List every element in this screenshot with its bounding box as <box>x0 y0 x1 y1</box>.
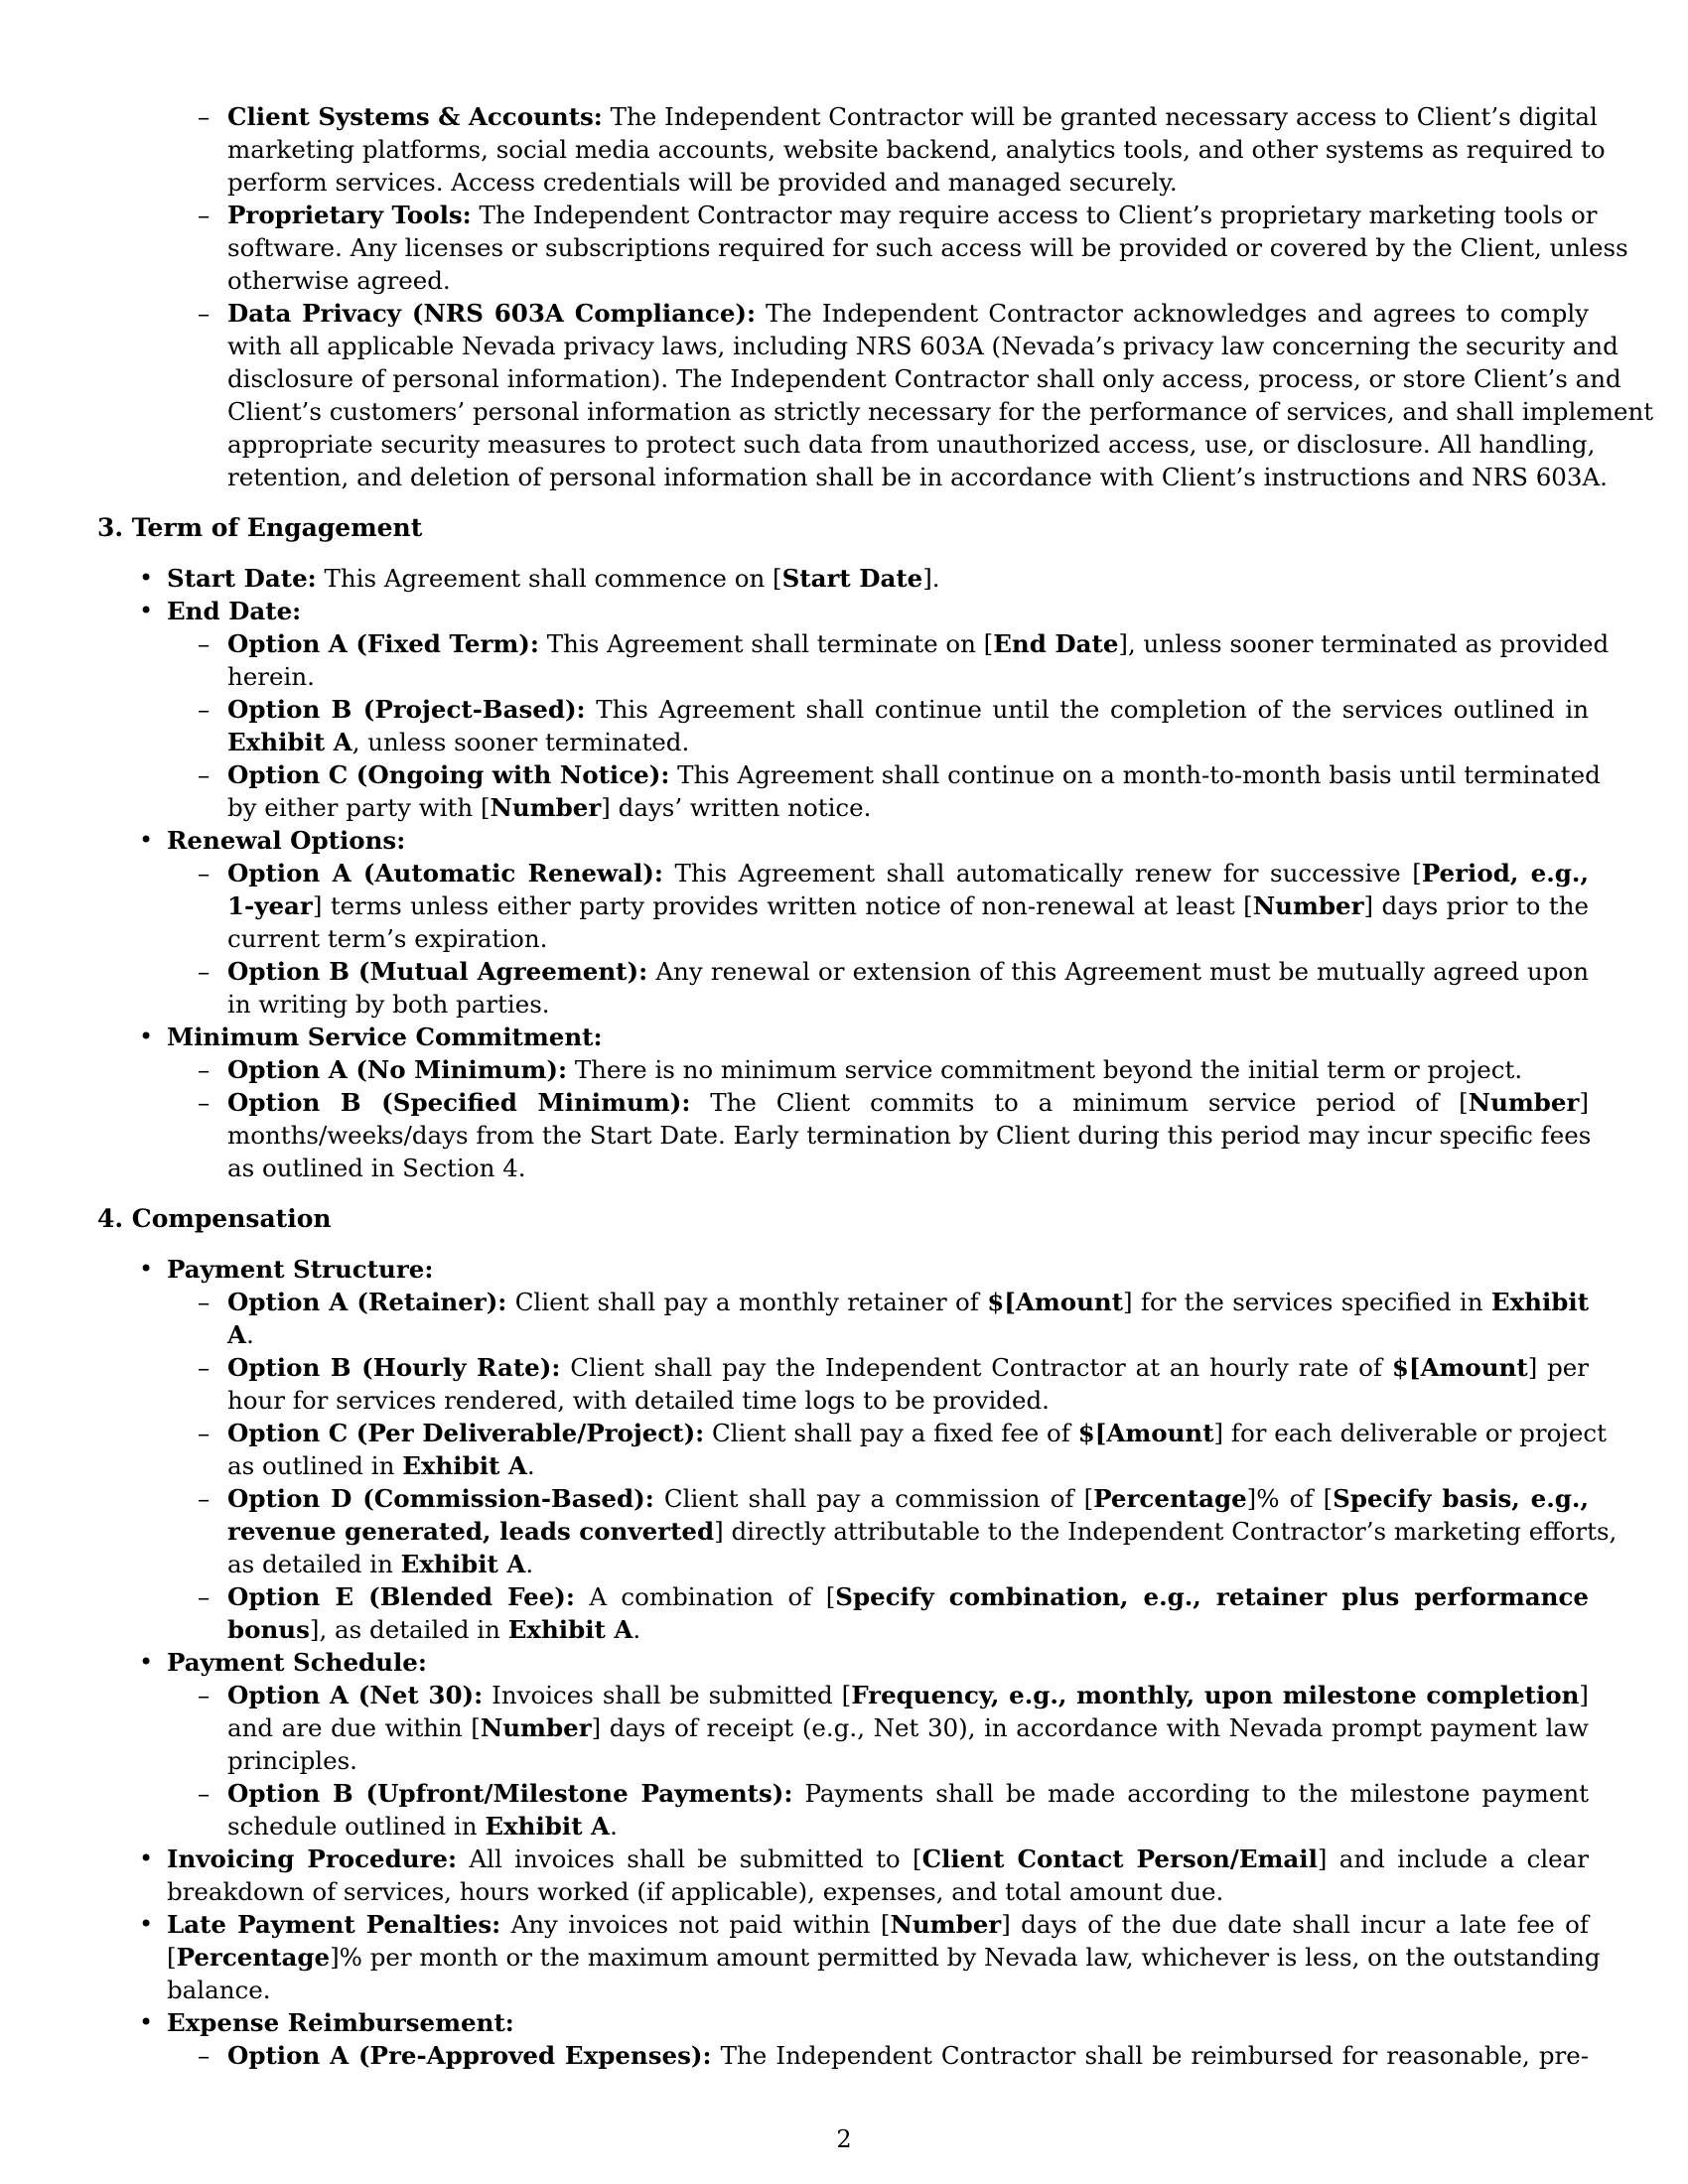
end-option-c-line-1 <box>227 758 1601 791</box>
bullet-marker: • <box>139 1023 154 1050</box>
pay-option-b-line-1 <box>227 1351 1589 1384</box>
proprietary-tools-text: The Independent Contractor may require access to Client’s proprietary marketing tools or <box>479 201 1598 229</box>
pay-option-e-line-2 <box>227 1613 640 1646</box>
renewal-a-line-3: current term’s expiration. <box>227 924 548 953</box>
dash-marker: – <box>198 859 211 887</box>
pay-option-d-text-3: ] directly attributable to the Independent Contractor’s marketing efforts, <box>714 1517 1618 1546</box>
bullet-marker: • <box>139 1910 154 1938</box>
sched-option-b-line-1 <box>227 1777 1589 1810</box>
client-systems-text: The Independent Contractor will be granted necessary access to Client’s digital <box>610 102 1598 131</box>
data-privacy-line-4: Client’s customers’ personal information as strictly necessary for the performance of services, and shall implement <box>227 397 1654 426</box>
late-payment-line-1 <box>167 1908 1589 1941</box>
pay-option-e-line-1 <box>227 1580 1589 1613</box>
combination-placeholder-2: bonus <box>227 1615 310 1644</box>
sched-option-b-term: Option B (Upfront/Milestone Payments): <box>227 1779 793 1808</box>
dash-marker: – <box>198 1353 211 1382</box>
end-date-placeholder: End Date <box>993 629 1119 658</box>
bracket-close: ] <box>1579 1088 1589 1117</box>
amount-placeholder: Amount <box>1106 1419 1214 1447</box>
pay-option-a-text: Client shall pay a monthly retainer of <box>514 1288 979 1316</box>
combination-placeholder: Specify combination, e.g., retainer plus performance <box>835 1582 1589 1611</box>
pay-option-b-term: Option B (Hourly Rate): <box>227 1353 561 1382</box>
renewal-a-line-1 <box>227 857 1589 889</box>
pay-option-c-term: Option C (Per Deliverable/Project): <box>227 1419 705 1447</box>
renewal-a-text-2: ] terms unless either party provides written notice of non-renewal at least [ <box>312 891 1253 920</box>
dollar-bracket: $[ <box>1077 1419 1107 1447</box>
invoicing-line-2: breakdown of services, hours worked (if applicable), expenses, and total amount due. <box>167 1877 1224 1906</box>
bullet-marker: • <box>139 564 154 592</box>
end-date-term: End Date: <box>167 597 302 625</box>
page-number: 2 <box>836 2125 852 2153</box>
pay-option-b-text: Client shall pay the Independent Contractor at an hourly rate of <box>570 1353 1382 1382</box>
late-payment-line-3: balance. <box>167 1976 271 2004</box>
basis-placeholder: Specify basis, e.g., <box>1333 1484 1589 1513</box>
start-date-item <box>167 562 940 595</box>
bracket-open: [ <box>167 1943 177 1972</box>
dash-marker: – <box>198 760 211 789</box>
bracket-close: ] <box>1579 1681 1589 1709</box>
pay-option-e-text-2: ], as detailed in <box>309 1615 500 1644</box>
min-option-b-text: The Client commits to a minimum service period of [ <box>710 1088 1469 1117</box>
exhibit-reference: Exhibit A <box>507 1615 633 1644</box>
section-3-heading: 3. Term of Engagement <box>97 513 423 542</box>
pay-option-c-line-2 <box>227 1449 535 1482</box>
data-privacy-term: Data Privacy (NRS 603A Compliance): <box>227 299 757 328</box>
amount-placeholder: Amount <box>1015 1288 1124 1316</box>
client-systems-term: Client Systems & Accounts: <box>227 102 603 131</box>
end-option-a-term: Option A (Fixed Term): <box>227 629 539 658</box>
payment-structure-term: Payment Structure: <box>167 1255 434 1284</box>
percentage-placeholder: Percentage <box>1093 1484 1247 1513</box>
sched-option-a-line-1 <box>227 1679 1589 1711</box>
end-option-b-line-1 <box>227 693 1589 726</box>
sched-option-a-term: Option A (Net 30): <box>227 1681 484 1709</box>
data-privacy-line-2: with all applicable Nevada privacy laws, including NRS 603A (Nevada’s privacy law concerning the security and <box>227 332 1618 360</box>
dollar-bracket: $[ <box>987 1288 1016 1316</box>
min-commitment-term: Minimum Service Commitment: <box>167 1023 603 1051</box>
late-payment-term: Late Payment Penalties: <box>167 1910 501 1939</box>
sched-option-a-line-3: principles. <box>227 1746 357 1775</box>
pay-option-d-text: Client shall pay a commission of [ <box>663 1484 1094 1513</box>
dash-marker: – <box>198 201 211 229</box>
proprietary-tools-line-1 <box>227 199 1598 231</box>
dash-marker: – <box>198 1681 211 1709</box>
period-dot: . <box>633 1615 641 1644</box>
bullet-marker: • <box>139 597 154 624</box>
pay-option-a-line-1 <box>227 1286 1589 1318</box>
pay-option-c-line-1 <box>227 1417 1607 1449</box>
renewal-b-line-2: in writing by both parties. <box>227 990 550 1019</box>
min-option-a-text: There is no minimum service commitment beyond the initial term or project. <box>574 1055 1523 1084</box>
invoicing-term: Invoicing Procedure: <box>167 1844 458 1873</box>
proprietary-tools-term: Proprietary Tools: <box>227 201 472 229</box>
dash-marker: – <box>198 1055 211 1084</box>
pay-option-e-text: A combination of [ <box>589 1582 836 1611</box>
late-payment-line-2 <box>167 1941 1601 1974</box>
dash-marker: – <box>198 1582 211 1611</box>
end-option-c-text: This Agreement shall continue on a month-to-month basis until terminated <box>677 760 1601 789</box>
end-option-b-text: This Agreement shall continue until the completion of the services outlined in <box>596 695 1589 724</box>
pay-option-d-term: Option D (Commission-Based): <box>227 1484 654 1513</box>
invoicing-line-1 <box>167 1843 1589 1875</box>
dash-marker: – <box>198 1288 211 1316</box>
bullet-marker: • <box>139 2008 154 2036</box>
period-dot: . <box>610 1812 618 1841</box>
dash-marker: – <box>198 1088 211 1117</box>
end-option-b-text-2: , unless sooner terminated. <box>352 728 690 756</box>
client-systems-line-1 <box>227 100 1598 133</box>
sched-option-a-text-3: ] days of receipt (e.g., Net 30), in accordance with Nevada prompt payment law <box>591 1713 1589 1742</box>
renewal-b-line-1 <box>227 955 1589 988</box>
basis-placeholder-2: revenue generated, leads converted <box>227 1517 715 1546</box>
start-date-placeholder: Start Date <box>781 564 923 593</box>
pay-option-b-line-2: hour for services rendered, with detailed time logs to be provided. <box>227 1386 1050 1415</box>
exhibit-reference: Exhibit <box>1490 1288 1590 1316</box>
min-option-b-term: Option B (Specified Minimum): <box>227 1088 691 1117</box>
sched-option-a-text-2: and are due within [ <box>227 1713 481 1742</box>
pay-option-b-text-2: ] per <box>1527 1353 1589 1382</box>
client-systems-line-3: perform services. Access credentials will be provided and managed securely. <box>227 168 1178 197</box>
dash-marker: – <box>198 629 211 658</box>
end-option-a-line-2: herein. <box>227 662 315 691</box>
exhibit-reference: Exhibit A <box>227 728 352 756</box>
min-option-a-line <box>227 1053 1522 1086</box>
pay-option-d-text-4: as detailed in <box>227 1550 393 1578</box>
exhibit-reference: Exhibit A <box>402 1451 527 1480</box>
invoicing-text: All invoices shall be submitted to [ <box>469 1844 922 1873</box>
sched-option-a-line-2 <box>227 1711 1589 1744</box>
dash-marker: – <box>198 1779 211 1808</box>
section-4-heading: 4. Compensation <box>97 1204 332 1233</box>
dash-marker: – <box>198 2041 211 2070</box>
data-privacy-line-5: appropriate security measures to protect such data from unauthorized access, use, or disclosure. All handling, <box>227 430 1596 459</box>
end-option-c-term: Option C (Ongoing with Notice): <box>227 760 670 789</box>
pay-option-a-text-2: ] for the services specified in <box>1123 1288 1483 1316</box>
renewal-a-text: This Agreement shall automatically renew for successive [ <box>674 859 1422 887</box>
pay-option-e-term: Option E (Blended Fee): <box>227 1582 575 1611</box>
pay-option-d-line-1 <box>227 1482 1589 1515</box>
start-date-end: ]. <box>922 564 940 593</box>
late-payment-text: Any invoices not paid within [ <box>510 1910 891 1939</box>
renewal-options-term: Renewal Options: <box>167 826 406 855</box>
proprietary-tools-line-2: software. Any licenses or subscriptions required for such access will be provided or covered by the Client, unless <box>227 233 1628 262</box>
renewal-a-term: Option A (Automatic Renewal): <box>227 859 663 887</box>
pay-option-d-text-2: ]% of [ <box>1246 1484 1334 1513</box>
sched-option-b-text: Payments shall be made according to the milestone payment <box>804 1779 1589 1808</box>
end-option-c-text-3: ] days’ written notice. <box>601 793 872 822</box>
data-privacy-line-6: retention, and deletion of personal information shall be in accordance with Client’s instructions and NRS 603A. <box>227 463 1608 491</box>
end-option-c-text-2: by either party with [ <box>227 793 491 822</box>
end-option-a-text-2: ], unless sooner terminated as provided <box>1118 629 1610 658</box>
expense-reimbursement-term: Expense Reimbursement: <box>167 2008 514 2037</box>
pay-option-d-line-2 <box>227 1515 1618 1548</box>
expense-option-a-term: Option A (Pre-Approved Expenses): <box>227 2041 712 2070</box>
min-option-b-line-3: as outlined in Section 4. <box>227 1154 526 1182</box>
sched-option-b-text-2: schedule outlined in <box>227 1812 478 1841</box>
data-privacy-text: The Independent Contractor acknowledges and agrees to comply <box>766 299 1589 328</box>
bullet-marker: • <box>139 1255 154 1283</box>
period-placeholder-2: 1-year <box>227 891 313 920</box>
exhibit-reference: Exhibit A <box>400 1550 526 1578</box>
dollar-bracket: $[ <box>1391 1353 1421 1382</box>
bullet-marker: • <box>139 826 154 854</box>
bullet-marker: • <box>139 1844 154 1872</box>
period-placeholder: Period, e.g., <box>1421 859 1589 887</box>
amount-placeholder: Amount <box>1420 1353 1528 1382</box>
dash-marker: – <box>198 695 211 724</box>
min-option-b-line-1 <box>227 1086 1589 1119</box>
late-payment-text-3: ]% per month or the maximum amount permitted by Nevada law, whichever is less, on the outstanding <box>330 1943 1601 1972</box>
sched-option-b-line-2 <box>227 1810 618 1843</box>
end-option-a-line-1 <box>227 627 1610 660</box>
exhibit-reference: Exhibit A <box>485 1812 611 1841</box>
end-option-b-line-2 <box>227 726 689 758</box>
late-payment-text-2: ] days of the due date shall incur a late fee of <box>1001 1910 1589 1939</box>
renewal-b-term: Option B (Mutual Agreement): <box>227 957 648 986</box>
exhibit-letter: A <box>227 1320 247 1349</box>
end-option-a-text: This Agreement shall terminate on [ <box>546 629 994 658</box>
invoicing-text-2: ] and include a clear <box>1317 1844 1589 1873</box>
data-privacy-line-1 <box>227 297 1589 330</box>
payment-schedule-term: Payment Schedule: <box>167 1648 427 1677</box>
period-dot: . <box>525 1550 534 1578</box>
end-option-b-term: Option B (Project-Based): <box>227 695 586 724</box>
renewal-b-text: Any renewal or extension of this Agreement must be mutually agreed upon <box>655 957 1589 986</box>
period-dot: . <box>246 1320 254 1349</box>
dash-marker: – <box>198 299 211 328</box>
number-placeholder: Number <box>1468 1088 1580 1117</box>
min-option-b-line-2: months/weeks/days from the Start Date. Early termination by Client during this period may incur specific fees <box>227 1121 1592 1150</box>
dash-marker: – <box>198 1484 211 1513</box>
sched-option-a-text: Invoices shall be submitted [ <box>492 1681 852 1709</box>
pay-option-c-text-3: as outlined in <box>227 1451 395 1480</box>
client-systems-line-2: marketing platforms, social media accounts, website backend, analytics tools, and other systems as required to <box>227 135 1606 164</box>
percentage-placeholder: Percentage <box>176 1943 331 1972</box>
number-placeholder: Number <box>890 1910 1002 1939</box>
renewal-a-text-3: ] days prior to the <box>1363 891 1589 920</box>
dash-marker: – <box>198 102 211 131</box>
expense-option-a-text: The Independent Contractor shall be reimbursed for reasonable, pre- <box>720 2041 1590 2070</box>
bullet-marker: • <box>139 1648 154 1676</box>
end-option-c-line-2 <box>227 791 871 824</box>
number-placeholder: Number <box>1252 891 1364 920</box>
number-placeholder: Number <box>480 1713 592 1742</box>
dash-marker: – <box>198 957 211 986</box>
period-dot: . <box>526 1451 535 1480</box>
number-placeholder: Number <box>490 793 602 822</box>
start-date-text: This Agreement shall commence on [ <box>324 564 782 593</box>
pay-option-a-term: Option A (Retainer): <box>227 1288 507 1316</box>
frequency-placeholder: Frequency, e.g., monthly, upon milestone completion <box>851 1681 1580 1709</box>
pay-option-d-line-3 <box>227 1548 533 1580</box>
expense-option-a-line-1 <box>227 2039 1589 2072</box>
pay-option-a-line-2 <box>227 1318 254 1351</box>
data-privacy-line-3: disclosure of personal information). The Independent Contractor shall only access, process, or store Client’s and <box>227 364 1621 393</box>
dash-marker: – <box>198 1419 211 1447</box>
contact-placeholder: Client Contact Person/Email <box>921 1844 1318 1873</box>
renewal-a-line-2 <box>227 889 1589 922</box>
min-option-a-term: Option A (No Minimum): <box>227 1055 568 1084</box>
start-date-term: Start Date: <box>167 564 317 593</box>
proprietary-tools-line-3: otherwise agreed. <box>227 266 451 295</box>
pay-option-c-text-2: ] for each deliverable or project <box>1213 1419 1607 1447</box>
pay-option-c-text: Client shall pay a fixed fee of <box>712 1419 1070 1447</box>
